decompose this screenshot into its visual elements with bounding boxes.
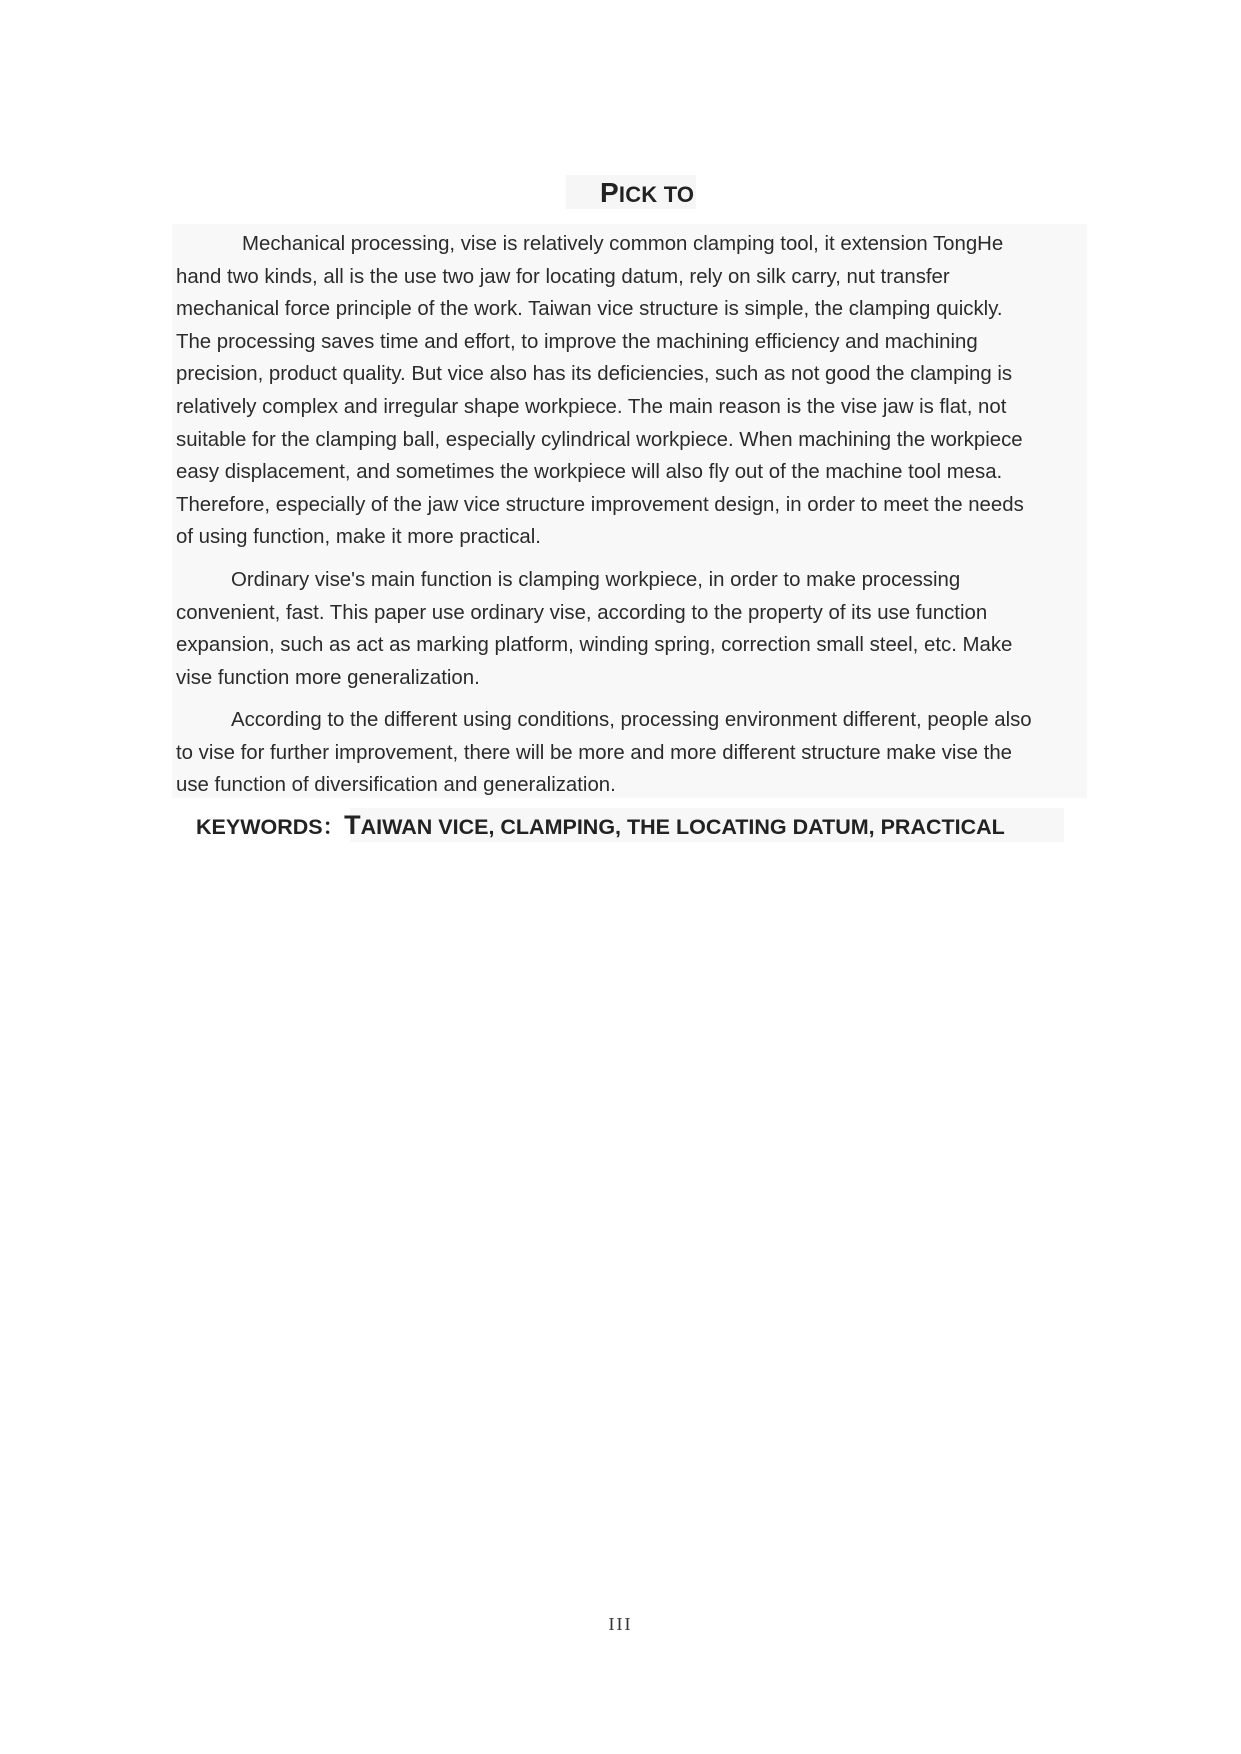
keywords-line <box>196 808 1005 844</box>
keywords-list: AIWAN VICE, CLAMPING, THE LOCATING DATUM, PRACTICAL <box>360 815 1005 839</box>
abstract-paragraph-2 <box>176 564 1088 694</box>
page-number: III <box>608 1614 633 1634</box>
paragraph-text: Ordinary vise's main function is clamping workpiece, in order to make processing convenient, fast. This paper use ordinary vise, according to the property of its use function expansion, such as act as marking platform, winding spring, correction small steel, etc. Make vise function more generalization. <box>176 569 1013 689</box>
title-initial: P <box>600 177 619 208</box>
page-title <box>600 176 694 212</box>
title-rest: ICK TO <box>618 182 695 207</box>
keywords-initial: T <box>344 810 361 840</box>
abstract-paragraph-1 <box>176 228 1088 554</box>
abstract-paragraph-3 <box>176 704 1088 802</box>
paragraph-text: According to the different using conditions, processing environment different, people also to vise for further improvement, there will be more and more different structure make vise the use function of diversification and generalization. <box>176 709 1032 797</box>
keywords-label: KEYWORDS： <box>196 815 345 839</box>
paragraph-text: Mechanical processing, vise is relatively common clamping tool, it extension TongHe hand two kinds, all is the use two jaw for locating datum, rely on silk carry, nut transfer mechanical force principle of the work. Taiwan vice structure is simple, the clamping quickly. The processing saves time and effort, to improve the machining efficiency and machining precision, product quality. But vice also has its deficiencies, such as not good the clamping is relatively complex and irregular shape workpiece. The main reason is the vise jaw is flat, not suitable for the clamping ball, especially cylindrical workpiece. When machining the workpiece easy displacement, and sometimes the workpiece will also fly out of the machine tool mesa. Therefore, especially of the jaw vice structure improvement design, in order to meet the needs of using function, make it more practical. <box>176 233 1024 549</box>
